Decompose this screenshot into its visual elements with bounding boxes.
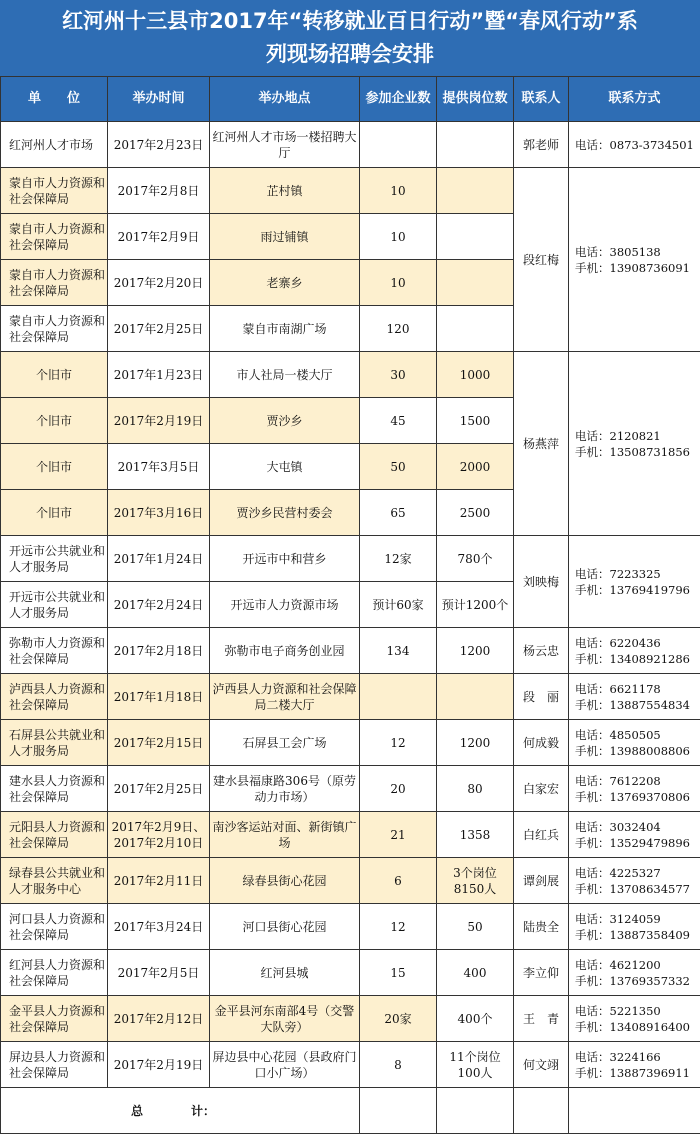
unit-cell: 蒙自市人力资源和社会保障局 — [1, 168, 108, 214]
page-title — [0, 0, 700, 76]
table-row — [1, 904, 700, 950]
person-cell: 杨云忠 — [514, 628, 569, 674]
date-cell: 2017年2月9日 — [108, 214, 210, 260]
date-cell: 2017年2月19日 — [108, 398, 210, 444]
place-cell: 贾沙乡民营村委会 — [210, 490, 360, 536]
mobile-text: 手机：13887358409 — [575, 928, 690, 942]
unit-cell: 开远市公共就业和人才服务局 — [1, 536, 108, 582]
phone-text: 电话：2120821 — [575, 429, 661, 443]
person-cell: 王 青 — [514, 996, 569, 1042]
companies-cell: 10 — [360, 168, 437, 214]
positions-cell: 1500 — [437, 398, 514, 444]
place-cell: 石屏县工会广场 — [210, 720, 360, 766]
companies-cell: 15 — [360, 950, 437, 996]
positions-cell: 80 — [437, 766, 514, 812]
date-cell: 2017年2月8日 — [108, 168, 210, 214]
companies-cell: 20 — [360, 766, 437, 812]
person-cell: 何成毅 — [514, 720, 569, 766]
unit-cell: 泸西县人力资源和社会保障局 — [1, 674, 108, 720]
place-cell: 泸西县人力资源和社会保障局二楼大厅 — [210, 674, 360, 720]
date-cell: 2017年1月18日 — [108, 674, 210, 720]
companies-cell: 45 — [360, 398, 437, 444]
phone-text: 电话：6621178 — [575, 682, 661, 696]
place-cell: 老寨乡 — [210, 260, 360, 306]
positions-cell — [437, 260, 514, 306]
unit-cell: 个旧市 — [1, 352, 108, 398]
total-label: 总 计： — [1, 1088, 360, 1134]
positions-cell: 11个岗位100人 — [437, 1042, 514, 1088]
mobile-text: 手机：13887554834 — [575, 698, 690, 712]
companies-cell: 65 — [360, 490, 437, 536]
mobile-text: 手机：13508731856 — [575, 445, 690, 459]
companies-cell — [360, 122, 437, 168]
date-cell: 2017年2月24日 — [108, 582, 210, 628]
contact-cell — [569, 168, 700, 352]
header-date: 举办时间 — [108, 77, 210, 122]
person-cell: 谭剑展 — [514, 858, 569, 904]
contact-cell — [569, 996, 700, 1042]
positions-cell — [437, 674, 514, 720]
companies-cell: 20家 — [360, 996, 437, 1042]
place-cell: 绿春县街心花园 — [210, 858, 360, 904]
phone-text: 电话：7223325 — [575, 567, 661, 581]
table-row — [1, 950, 700, 996]
date-cell: 2017年2月9日、2017年2月10日 — [108, 812, 210, 858]
place-cell: 贾沙乡 — [210, 398, 360, 444]
total-positions-cell — [437, 1088, 514, 1134]
person-cell: 段红梅 — [514, 168, 569, 352]
companies-cell: 21 — [360, 812, 437, 858]
mobile-text: 手机：13887396911 — [575, 1066, 690, 1080]
unit-cell: 建水县人力资源和社会保障局 — [1, 766, 108, 812]
unit-cell: 开远市公共就业和人才服务局 — [1, 582, 108, 628]
date-cell: 2017年2月23日 — [108, 122, 210, 168]
total-row — [1, 1088, 700, 1134]
person-cell: 杨燕萍 — [514, 352, 569, 536]
date-cell: 2017年2月25日 — [108, 306, 210, 352]
unit-cell: 蒙自市人力资源和社会保障局 — [1, 260, 108, 306]
place-cell: 开远市中和营乡 — [210, 536, 360, 582]
mobile-text: 手机：13769419796 — [575, 583, 690, 597]
mobile-text: 手机：13708634577 — [575, 882, 690, 896]
place-cell: 南沙客运站对面、新街镇广场 — [210, 812, 360, 858]
positions-cell: 3个岗位8150人 — [437, 858, 514, 904]
person-cell: 白家宏 — [514, 766, 569, 812]
header-positions: 提供岗位数 — [437, 77, 514, 122]
job-fair-schedule-table — [0, 76, 700, 1134]
place-cell: 芷村镇 — [210, 168, 360, 214]
date-cell: 2017年3月24日 — [108, 904, 210, 950]
table-row — [1, 168, 700, 214]
place-cell: 雨过铺镇 — [210, 214, 360, 260]
contact-cell — [569, 720, 700, 766]
mobile-text: 手机：13988008806 — [575, 744, 690, 758]
unit-cell: 个旧市 — [1, 444, 108, 490]
unit-cell: 蒙自市人力资源和社会保障局 — [1, 306, 108, 352]
positions-cell: 1200 — [437, 628, 514, 674]
date-cell: 2017年2月25日 — [108, 766, 210, 812]
contact-cell — [569, 904, 700, 950]
table-row — [1, 766, 700, 812]
person-cell: 李立仰 — [514, 950, 569, 996]
table-row — [1, 122, 700, 168]
place-cell: 大屯镇 — [210, 444, 360, 490]
place-cell: 金平县河东南部4号（交警大队旁） — [210, 996, 360, 1042]
positions-cell: 780个 — [437, 536, 514, 582]
positions-cell: 400个 — [437, 996, 514, 1042]
mobile-text: 手机：13408916400 — [575, 1020, 690, 1034]
date-cell: 2017年1月24日 — [108, 536, 210, 582]
positions-cell: 400 — [437, 950, 514, 996]
place-cell: 弥勒市电子商务创业园 — [210, 628, 360, 674]
companies-cell: 12 — [360, 904, 437, 950]
contact-cell — [569, 352, 700, 536]
header-place: 举办地点 — [210, 77, 360, 122]
phone-text: 电话：3124059 — [575, 912, 661, 926]
positions-cell: 1000 — [437, 352, 514, 398]
date-cell: 2017年2月15日 — [108, 720, 210, 766]
contact-cell — [569, 766, 700, 812]
table-row — [1, 1042, 700, 1088]
positions-cell — [437, 122, 514, 168]
place-cell: 红河县城 — [210, 950, 360, 996]
contact-cell — [569, 858, 700, 904]
companies-cell: 50 — [360, 444, 437, 490]
total-contact-cell — [569, 1088, 700, 1134]
place-cell: 市人社局一楼大厅 — [210, 352, 360, 398]
date-cell: 2017年3月16日 — [108, 490, 210, 536]
companies-cell: 134 — [360, 628, 437, 674]
header-companies: 参加企业数 — [360, 77, 437, 122]
person-cell: 郭老师 — [514, 122, 569, 168]
positions-cell — [437, 214, 514, 260]
mobile-text: 手机：13769370806 — [575, 790, 690, 804]
title-line-1: 红河州十三县市2017年“转移就业百日行动”暨“春风行动”系 — [0, 5, 700, 38]
header-contact: 联系方式 — [569, 77, 700, 122]
table-row — [1, 628, 700, 674]
table-row — [1, 812, 700, 858]
companies-cell: 30 — [360, 352, 437, 398]
unit-cell: 弥勒市人力资源和社会保障局 — [1, 628, 108, 674]
table-row — [1, 674, 700, 720]
companies-cell: 10 — [360, 260, 437, 306]
date-cell: 2017年2月18日 — [108, 628, 210, 674]
companies-cell: 预计60家 — [360, 582, 437, 628]
header-row — [1, 77, 700, 122]
date-cell: 2017年2月20日 — [108, 260, 210, 306]
person-cell: 陆贵全 — [514, 904, 569, 950]
contact-cell — [569, 674, 700, 720]
positions-cell: 50 — [437, 904, 514, 950]
companies-cell: 120 — [360, 306, 437, 352]
date-cell: 2017年2月5日 — [108, 950, 210, 996]
title-line-2: 列现场招聘会安排 — [0, 38, 700, 71]
positions-cell: 2000 — [437, 444, 514, 490]
phone-text: 电话：0873-3734501 — [575, 138, 694, 152]
phone-text: 电话：4225327 — [575, 866, 661, 880]
companies-cell: 8 — [360, 1042, 437, 1088]
date-cell: 2017年2月12日 — [108, 996, 210, 1042]
unit-cell: 蒙自市人力资源和社会保障局 — [1, 214, 108, 260]
unit-cell: 石屏县公共就业和人才服务局 — [1, 720, 108, 766]
positions-cell: 2500 — [437, 490, 514, 536]
person-cell: 何文翊 — [514, 1042, 569, 1088]
phone-text: 电话：4850505 — [575, 728, 661, 742]
contact-cell — [569, 122, 700, 168]
positions-cell: 预计1200个 — [437, 582, 514, 628]
person-cell: 段 丽 — [514, 674, 569, 720]
date-cell: 2017年1月23日 — [108, 352, 210, 398]
place-cell: 建水县福康路306号（原劳动力市场） — [210, 766, 360, 812]
positions-cell — [437, 168, 514, 214]
person-cell: 白红兵 — [514, 812, 569, 858]
contact-cell — [569, 536, 700, 628]
person-cell: 刘映梅 — [514, 536, 569, 628]
header-unit: 单 位 — [1, 77, 108, 122]
place-cell: 屏边县中心花园（县政府门口小广场） — [210, 1042, 360, 1088]
unit-cell: 红河县人力资源和社会保障局 — [1, 950, 108, 996]
unit-cell: 金平县人力资源和社会保障局 — [1, 996, 108, 1042]
positions-cell: 1358 — [437, 812, 514, 858]
table-row — [1, 352, 700, 398]
contact-cell — [569, 950, 700, 996]
companies-cell — [360, 674, 437, 720]
date-cell: 2017年2月11日 — [108, 858, 210, 904]
contact-cell — [569, 1042, 700, 1088]
table-row — [1, 720, 700, 766]
table-row — [1, 536, 700, 582]
companies-cell: 6 — [360, 858, 437, 904]
phone-text: 电话：5221350 — [575, 1004, 661, 1018]
companies-cell: 12家 — [360, 536, 437, 582]
unit-cell: 个旧市 — [1, 490, 108, 536]
mobile-text: 手机：13529479896 — [575, 836, 690, 850]
unit-cell: 屏边县人力资源和社会保障局 — [1, 1042, 108, 1088]
place-cell: 开远市人力资源市场 — [210, 582, 360, 628]
unit-cell: 元阳县人力资源和社会保障局 — [1, 812, 108, 858]
table-row — [1, 996, 700, 1042]
unit-cell: 绿春县公共就业和人才服务中心 — [1, 858, 108, 904]
place-cell: 河口县街心花园 — [210, 904, 360, 950]
positions-cell — [437, 306, 514, 352]
phone-text: 电话：6220436 — [575, 636, 661, 650]
phone-text: 电话：3032404 — [575, 820, 661, 834]
total-person-cell — [514, 1088, 569, 1134]
mobile-text: 手机：13908736091 — [575, 261, 690, 275]
phone-text: 电话：4621200 — [575, 958, 661, 972]
companies-cell: 12 — [360, 720, 437, 766]
date-cell: 2017年2月19日 — [108, 1042, 210, 1088]
unit-cell: 河口县人力资源和社会保障局 — [1, 904, 108, 950]
contact-cell — [569, 812, 700, 858]
contact-cell — [569, 628, 700, 674]
mobile-text: 手机：13769357332 — [575, 974, 690, 988]
mobile-text: 手机：13408921286 — [575, 652, 690, 666]
table-row — [1, 858, 700, 904]
date-cell: 2017年3月5日 — [108, 444, 210, 490]
place-cell: 蒙自市南湖广场 — [210, 306, 360, 352]
phone-text: 电话：7612208 — [575, 774, 661, 788]
companies-cell: 10 — [360, 214, 437, 260]
phone-text: 电话：3805138 — [575, 245, 661, 259]
total-companies-cell — [360, 1088, 437, 1134]
positions-cell: 1200 — [437, 720, 514, 766]
unit-cell: 个旧市 — [1, 398, 108, 444]
unit-cell: 红河州人才市场 — [1, 122, 108, 168]
phone-text: 电话：3224166 — [575, 1050, 661, 1064]
header-person: 联系人 — [514, 77, 569, 122]
place-cell: 红河州人才市场一楼招聘大厅 — [210, 122, 360, 168]
